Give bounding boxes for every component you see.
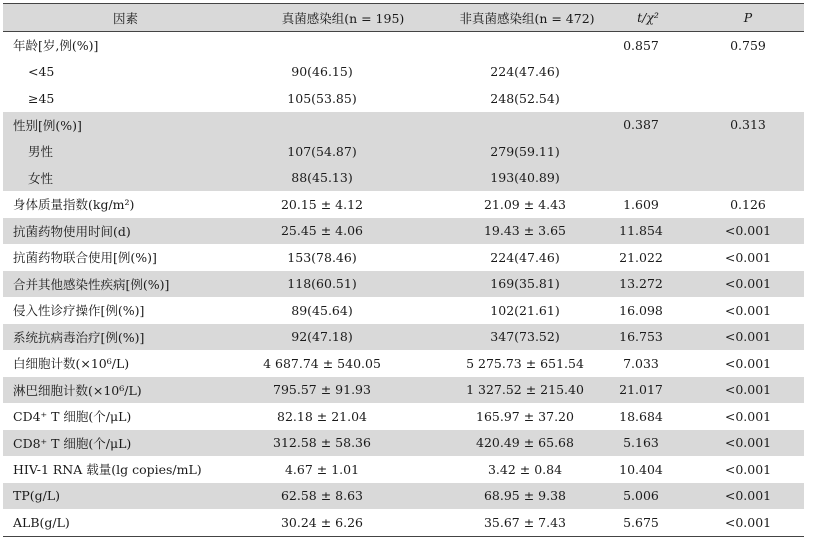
- row-fungal-value: 82.18 ± 21.04: [277, 408, 367, 424]
- table-row: [3, 165, 804, 192]
- row-p-value: <0.001: [724, 488, 772, 504]
- row-p-value: <0.001: [724, 408, 772, 424]
- table-row: [3, 271, 804, 298]
- row-nonfungal-value: 224(47.46): [490, 249, 560, 265]
- row-factor: 身体质量指数(kg/m²): [13, 197, 135, 213]
- row-fungal-value: [265, 112, 379, 139]
- row-nonfungal-value: 35.67 ± 7.43: [483, 514, 567, 530]
- row-factor: CD8⁺ T 细胞(个/μL): [13, 435, 132, 451]
- row-fungal-value: 89(45.64): [291, 302, 353, 318]
- row-p-value: [703, 85, 793, 112]
- row-nonfungal-value: 279(59.11): [490, 143, 560, 159]
- table-row: [3, 138, 804, 165]
- row-statistic: 5.006: [623, 488, 659, 504]
- row-p-value: [703, 165, 793, 192]
- table-row: [3, 218, 804, 245]
- row-p-value: <0.001: [724, 382, 772, 398]
- row-fungal-value: 92(47.18): [291, 329, 353, 345]
- row-fungal-value: 88(45.13): [291, 170, 353, 186]
- row-factor: 合并其他感染性疾病[例(%)]: [13, 276, 170, 292]
- row-p-value: [703, 138, 793, 165]
- row-statistic: 11.854: [619, 223, 663, 239]
- row-statistic: 1.609: [623, 196, 659, 212]
- row-fungal-value: 4 687.74 ± 540.05: [263, 355, 381, 371]
- row-fungal-value: 153(78.46): [287, 249, 357, 265]
- row-factor: 性别[例(%)]: [13, 117, 82, 133]
- row-factor: ALB(g/L): [13, 514, 70, 530]
- comparison-table: [3, 3, 804, 536]
- row-fungal-value: 118(60.51): [287, 276, 357, 292]
- row-fungal-value: 25.45 ± 4.06: [280, 223, 364, 239]
- row-p-value: <0.001: [724, 302, 772, 318]
- row-p-value: 0.313: [730, 117, 766, 133]
- table-body: [3, 32, 804, 536]
- row-statistic: 18.684: [619, 408, 663, 424]
- row-statistic: 16.753: [619, 329, 663, 345]
- row-fungal-value: 105(53.85): [287, 90, 357, 106]
- header-factor: 因素: [112, 10, 138, 26]
- row-nonfungal-value: 19.43 ± 3.65: [483, 223, 567, 239]
- row-statistic: 21.017: [619, 382, 663, 398]
- row-nonfungal-value: 5 275.73 ± 651.54: [466, 355, 584, 371]
- table-row: [3, 85, 804, 112]
- row-statistic: 16.098: [619, 302, 663, 318]
- table-row: [3, 483, 804, 510]
- header-statistic: t/χ²: [637, 10, 659, 25]
- row-factor: CD4⁺ T 细胞(个/μL): [13, 409, 132, 425]
- row-nonfungal-value: 169(35.81): [490, 276, 560, 292]
- row-statistic: 5.163: [623, 435, 659, 451]
- row-fungal-value: 795.57 ± 91.93: [273, 382, 371, 398]
- table-row: [3, 244, 804, 271]
- row-factor: 男性: [28, 144, 54, 160]
- row-nonfungal-value: 21.09 ± 4.43: [483, 196, 567, 212]
- table-row: [3, 112, 804, 139]
- row-statistic: 7.033: [623, 355, 659, 371]
- row-statistic: 5.675: [623, 514, 659, 530]
- row-factor: 年龄[岁,例(%)]: [13, 38, 99, 54]
- row-fungal-value: 20.15 ± 4.12: [280, 196, 364, 212]
- table-row: [3, 191, 804, 218]
- row-p-value: [703, 59, 793, 86]
- table-row: [3, 297, 804, 324]
- row-fungal-value: [265, 32, 379, 59]
- row-p-value: <0.001: [724, 249, 772, 265]
- table-row: [3, 32, 804, 59]
- header-fungal-group: 真菌感染组(n = 195): [281, 10, 405, 26]
- row-p-value: <0.001: [724, 276, 772, 292]
- row-fungal-value: 30.24 ± 6.26: [280, 514, 364, 530]
- row-nonfungal-value: [457, 32, 593, 59]
- row-factor: HIV-1 RNA 载量(lg copies/mL): [13, 462, 202, 478]
- row-p-value: <0.001: [724, 514, 772, 530]
- header-p-value: P: [743, 10, 753, 25]
- row-nonfungal-value: 224(47.46): [490, 64, 560, 80]
- row-statistic: 13.272: [619, 276, 663, 292]
- table-header: [3, 3, 804, 32]
- row-p-value: <0.001: [724, 461, 772, 477]
- table-row: [3, 324, 804, 351]
- row-factor: 女性: [28, 170, 54, 186]
- row-factor: <45: [28, 64, 55, 80]
- row-nonfungal-value: 1 327.52 ± 215.40: [466, 382, 584, 398]
- row-nonfungal-value: 165.97 ± 37.20: [476, 408, 574, 424]
- row-nonfungal-value: 193(40.89): [490, 170, 560, 186]
- header-nonfungal-group: 非真菌感染组(n = 472): [459, 10, 595, 26]
- row-statistic: 10.404: [619, 461, 663, 477]
- row-statistic: 0.387: [623, 117, 659, 133]
- table-row: [3, 509, 804, 536]
- row-fungal-value: 107(54.87): [287, 143, 357, 159]
- table-row: [3, 430, 804, 457]
- row-statistic: 21.022: [619, 249, 663, 265]
- row-statistic: [601, 138, 681, 165]
- row-factor: 侵入性诊疗操作[例(%)]: [13, 303, 145, 319]
- row-nonfungal-value: [457, 112, 593, 139]
- row-p-value: <0.001: [724, 355, 772, 371]
- table-bottom-rule: [3, 536, 804, 537]
- row-fungal-value: 90(46.15): [291, 64, 353, 80]
- row-p-value: <0.001: [724, 435, 772, 451]
- row-p-value: 0.126: [730, 196, 766, 212]
- row-statistic: [601, 59, 681, 86]
- table-row: [3, 59, 804, 86]
- row-factor: 白细胞计数(×10⁶/L): [13, 356, 130, 372]
- row-statistic: 0.857: [623, 37, 659, 53]
- row-factor: 抗菌药物使用时间(d): [13, 223, 131, 239]
- row-factor: 抗菌药物联合使用[例(%)]: [13, 250, 157, 266]
- table-row: [3, 456, 804, 483]
- row-statistic: [601, 165, 681, 192]
- row-fungal-value: 312.58 ± 58.36: [273, 435, 371, 451]
- row-nonfungal-value: 420.49 ± 65.68: [476, 435, 574, 451]
- row-nonfungal-value: 102(21.61): [490, 302, 560, 318]
- row-nonfungal-value: 248(52.54): [490, 90, 560, 106]
- table-row: [3, 403, 804, 430]
- table-row: [3, 377, 804, 404]
- row-factor: 系统抗病毒治疗[例(%)]: [13, 329, 145, 345]
- row-fungal-value: 4.67 ± 1.01: [284, 461, 360, 477]
- row-factor: 淋巴细胞计数(×10⁶/L): [13, 382, 142, 398]
- row-fungal-value: 62.58 ± 8.63: [280, 488, 364, 504]
- row-nonfungal-value: 68.95 ± 9.38: [483, 488, 567, 504]
- row-nonfungal-value: 347(73.52): [490, 329, 560, 345]
- row-nonfungal-value: 3.42 ± 0.84: [487, 461, 563, 477]
- row-p-value: <0.001: [724, 223, 772, 239]
- row-p-value: 0.759: [730, 37, 766, 53]
- row-p-value: <0.001: [724, 329, 772, 345]
- row-statistic: [601, 85, 681, 112]
- row-factor: ≥45: [28, 90, 55, 106]
- row-factor: TP(g/L): [13, 488, 61, 504]
- table-row: [3, 350, 804, 377]
